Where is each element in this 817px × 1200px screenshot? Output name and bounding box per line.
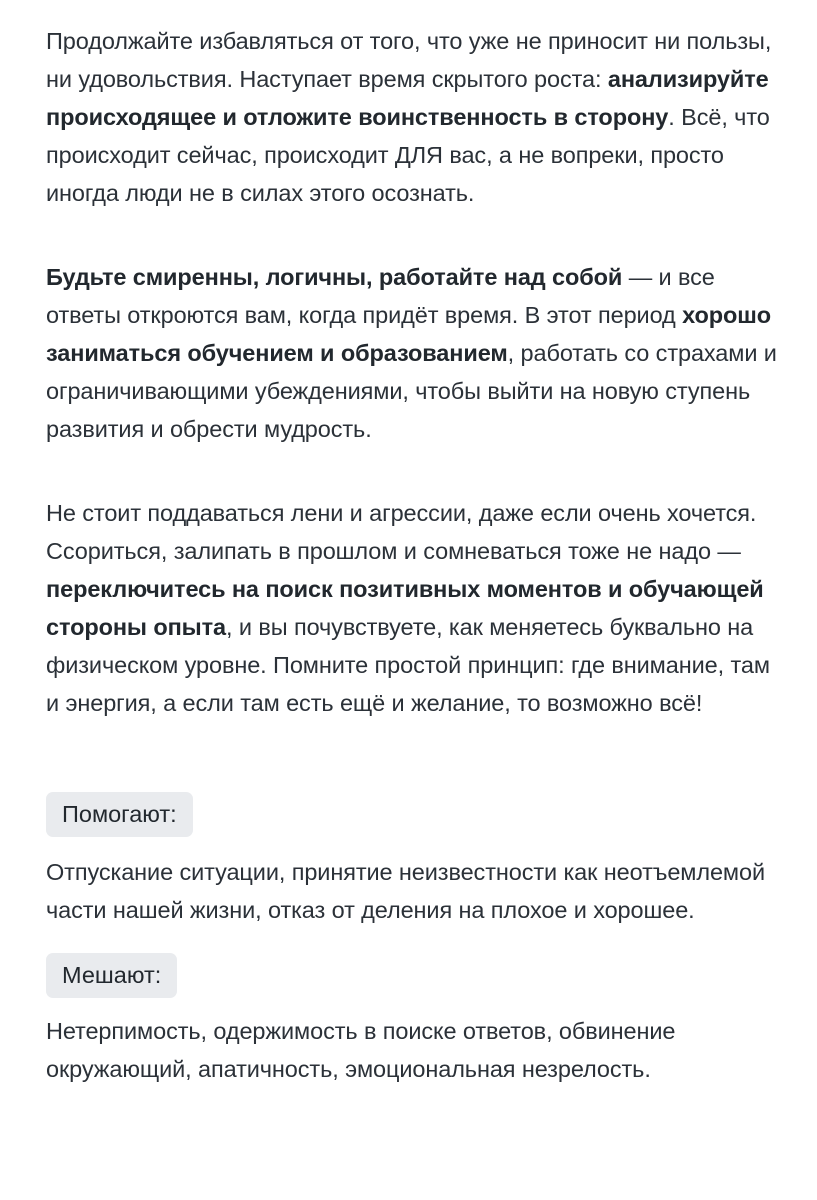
paragraph-text: Не стоит поддаваться лени и агрессии, даже если очень хочется. Ссориться, залипать в прошлом и сомневаться тоже не надо — xyxy=(46,500,757,564)
helps-section xyxy=(46,792,786,929)
helps-label-badge: Помогают: xyxy=(46,792,193,837)
paragraph-text: . Всё, что происходит сейчас, происходит ДЛЯ вас, а не вопреки, просто иногда люди не в силах этого осознать. xyxy=(46,104,770,206)
hinders-text: Нетерпимость, одержимость в поиске ответов, обвинение окружающий, апатичность, эмоциональная незрелость. xyxy=(46,1018,676,1082)
article-body xyxy=(46,22,786,1088)
helps-text: Отпускание ситуации, принятие неизвестности как неотъемлемой части нашей жизни, отказ от деления на плохое и хорошее. xyxy=(46,859,765,923)
bold-highlight: переключитесь на поиск позитивных моментов и обучающей стороны опыта xyxy=(46,576,764,640)
paragraph-avoid-laziness xyxy=(46,494,786,722)
paragraph-hidden-growth xyxy=(46,22,786,212)
bold-highlight: хорошо заниматься обучением и образованием xyxy=(46,302,771,366)
paragraph-text: , и вы почувствуете, как меняетесь буквально на физическом уровне. Помните простой принцип: где внимание, там и энергия, а если там есть ещё и желание, то возможно всё! xyxy=(46,614,770,716)
paragraph-text: , работать со страхами и ограничивающими убеждениями, чтобы выйти на новую ступень развития и обрести мудрость. xyxy=(46,340,777,442)
paragraph-be-humble xyxy=(46,258,786,448)
hinders-section xyxy=(46,953,786,1088)
bold-highlight: Будьте смиренны, логичны, работайте над собой xyxy=(46,264,623,290)
hinders-label-badge: Мешают: xyxy=(46,953,177,998)
paragraph-text: — и все ответы откроются вам, когда придёт время. В этот период xyxy=(46,264,715,328)
bold-highlight: анализируйте происходящее и отложите воинственность в сторону xyxy=(46,66,769,130)
paragraph-text: Продолжайте избавляться от того, что уже не приносит ни пользы, ни удовольствия. Наступает время скрытого роста: xyxy=(46,28,772,92)
